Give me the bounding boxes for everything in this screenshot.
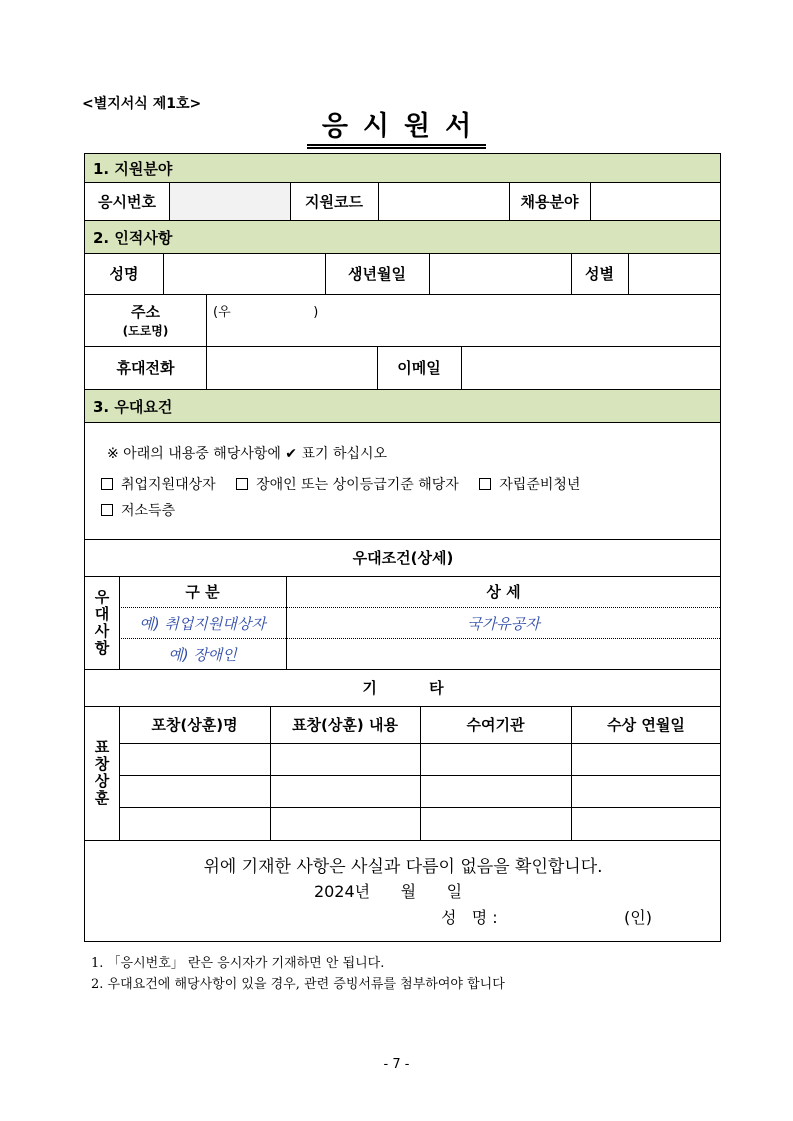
- gender-label: 성별: [585, 265, 614, 283]
- example-detail-2[interactable]: [286, 639, 721, 669]
- award-row[interactable]: [120, 776, 720, 807]
- award-row[interactable]: [120, 808, 720, 839]
- example-detail-1: 국가유공자: [467, 614, 540, 633]
- recruit-field-label: 채용분야: [520, 192, 579, 211]
- footnote-2: 2. 우대요건에 해당사항이 있을 경우, 관련 증빙서류를 첨부하여야 합니다: [91, 977, 505, 992]
- email-field[interactable]: [461, 346, 721, 389]
- award-col-date: 수상 연월일: [607, 716, 685, 734]
- section-2-heading: 2. 인적사항: [85, 221, 720, 253]
- address-label-cell: [85, 294, 206, 346]
- email-label: 이메일: [397, 359, 441, 377]
- exam-number-field: [170, 183, 290, 220]
- footnotes: [91, 953, 505, 995]
- gender-field[interactable]: [628, 253, 721, 294]
- preference-details-header: 우대조건(상세): [352, 549, 454, 567]
- award-col-agency: 수여기관: [466, 716, 525, 734]
- checkbox-icon[interactable]: [236, 478, 248, 490]
- section-1-heading: 1. 지원분야: [85, 154, 720, 182]
- preference-options-row2: [101, 500, 175, 520]
- col-detail-header: 상 세: [486, 583, 521, 601]
- preference-options-row1: [101, 474, 580, 494]
- mobile-label: 휴대전화: [116, 359, 175, 377]
- application-form: [84, 153, 721, 942]
- checkbox-icon[interactable]: [479, 478, 491, 490]
- option-employment-support[interactable]: 취업지원대상자: [101, 477, 216, 493]
- name-label: 성명: [109, 265, 139, 283]
- mobile-field[interactable]: [206, 346, 377, 389]
- birth-field[interactable]: [429, 253, 571, 294]
- misc-header: 기 타: [362, 679, 444, 697]
- recruit-field-input[interactable]: [590, 182, 721, 220]
- awards-side-label: 표 창 상 훈: [94, 738, 110, 807]
- form-number-label: <별지서식 제1호>: [82, 96, 202, 112]
- award-col-name: 포창(상훈)명: [151, 716, 238, 734]
- name-field[interactable]: [163, 253, 325, 294]
- col-category-header: 구 분: [185, 583, 220, 601]
- support-code-label: 지원코드: [305, 192, 363, 211]
- exam-number-label: 응시번호: [98, 192, 156, 211]
- address-field[interactable]: (우 ): [213, 305, 319, 320]
- example-category-2: 예) 장애인: [168, 645, 237, 664]
- title-text: 응시원서: [307, 104, 486, 146]
- award-col-content: 표창(상훈) 내용: [292, 716, 398, 734]
- footnote-1: 1. 「응시번호」 란은 응시자가 기재하면 안 됩니다.: [91, 956, 385, 971]
- confirmation-date: 2024년 월 일: [313, 881, 463, 901]
- confirmation-statement: 위에 기재한 사항은 사실과 다름이 없음을 확인합니다.: [203, 856, 603, 877]
- birth-label: 생년월일: [348, 265, 406, 283]
- option-independence-youth[interactable]: 자립준비청년: [479, 477, 580, 493]
- seal-label: (인): [624, 907, 652, 927]
- preference-instruction: ※ 아래의 내용중 해당사항에 ✔ 표기 하십시오: [107, 446, 388, 462]
- support-code-field[interactable]: [378, 182, 509, 220]
- address-label: 주소: [131, 303, 160, 321]
- option-low-income[interactable]: 저소득층: [101, 503, 175, 519]
- checkbox-icon[interactable]: [101, 478, 113, 490]
- preference-side-label: 우 대 사 항: [94, 587, 110, 657]
- address-sub-label: (도로명): [122, 324, 169, 338]
- checkbox-icon[interactable]: [101, 504, 113, 516]
- section-3-heading: 3. 우대요건: [85, 390, 720, 422]
- signature-label: 성 명 :: [441, 907, 498, 927]
- example-category-1: 예) 취업지원대상자: [139, 614, 266, 633]
- option-disabled[interactable]: 장애인 또는 상이등급기준 해당자: [236, 477, 459, 493]
- page-number: - 7 -: [383, 1057, 410, 1072]
- page-title: [0, 104, 793, 146]
- award-row[interactable]: [120, 744, 720, 775]
